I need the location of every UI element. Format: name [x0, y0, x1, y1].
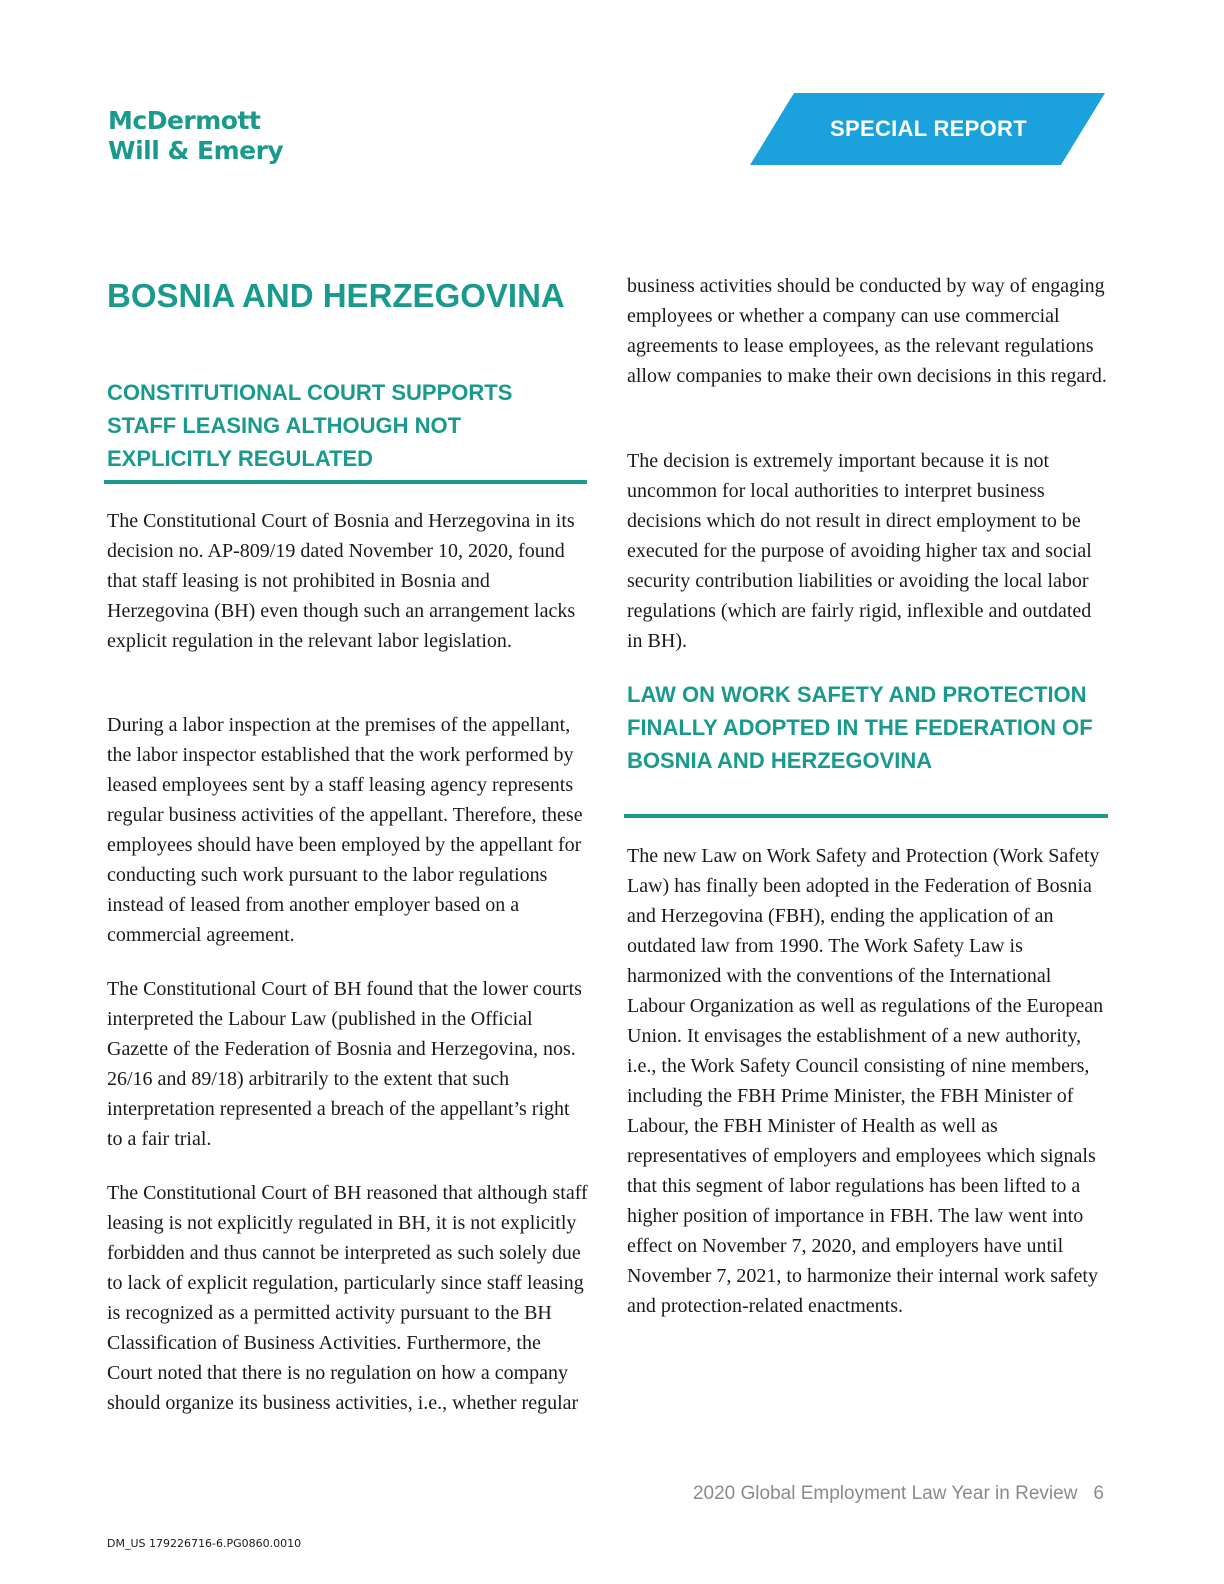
- section1-paragraph-1: The Constitutional Court of Bosnia and Herzegovina in its decision no. AP-809/19 dated November 10, 2020, found that staff leasing is not prohibited in Bosnia and Herzegovina (BH) even though such an arrangement lacks explicit regulation in the relevant labor legislation.: [107, 510, 576, 652]
- section2-heading: LAW ON WORK SAFETY AND PROTECTION FINALLY ADOPTED IN THE FEDERATION OF BOSNIA AND HERZEGOVINA: [627, 682, 1093, 773]
- section2-paragraph-1: The new Law on Work Safety and Protection (Work Safety Law) has finally been adopted in the Federation of Bosnia and Herzegovina (FBH), ending the application of an outdated law from 1990. The Work Safety Law is harmonized with the conventions of the International Labour Organization as well as regulations of the European Union. It envisages the establishment of a new authority, i.e., the Work Safety Council consisting of nine members, including the FBH Prime Minister, the FBH Minister of Labour, the FBH Minister of Health as well as representatives of employers and employees which signals that this segment of labor regulations has been lifted to a higher position of importance in FBH. The law went into effect on November 7, 2020, and employers have until November 7, 2021, to harmonize their internal work safety and protection-related enactments.: [627, 845, 1104, 1317]
- section1-paragraph-6: The decision is extremely important because it is not uncommon for local authorities to interpret business decisions which do not result in direct employment to be executed for the purpose of avoiding higher tax and social security contribution liabilities or avoiding the local labor regulations (which are fairly rigid, inflexible and outdated in BH).: [627, 450, 1092, 652]
- footer-publication: [693, 1483, 1104, 1505]
- section1-heading: CONSTITUTIONAL COURT SUPPORTS STAFF LEASING ALTHOUGH NOT EXPLICITLY REGULATED: [107, 380, 513, 471]
- document-id: DM_US 179226716-6.PG0860.0010: [107, 1537, 302, 1550]
- special-report-banner: [750, 93, 1105, 165]
- section1-paragraph-5: business activities should be conducted by way of engaging employees or whether a company can use commercial agreements to lease employees, as the relevant regulations allow companies to make their own decisions in this regard.: [627, 275, 1107, 387]
- country-heading: BOSNIA AND HERZEGOVINA: [107, 277, 565, 314]
- banner-label: SPECIAL REPORT: [830, 116, 1027, 141]
- page-number: 6: [1093, 1483, 1104, 1504]
- firm-logo: [108, 106, 283, 166]
- section1-paragraph-3: The Constitutional Court of BH found that the lower courts interpreted the Labour Law (published in the Official Gazette of the Federation of Bosnia and Herzegovina, nos. 26/16 and 89/18) arbitrarily to the extent that such interpretation represented a breach of the appellant’s right to a fair trial.: [107, 978, 582, 1150]
- logo-line-2: Will & Emery: [108, 136, 284, 165]
- section1-divider: [104, 480, 587, 484]
- section2-divider: [624, 814, 1108, 818]
- section1-paragraph-4: The Constitutional Court of BH reasoned that although staff leasing is not explicitly regulated in BH, it is not explicitly forbidden and thus cannot be interpreted as such solely due to lack of explicit regulation, particularly since staff leasing is recognized as a permitted activity pursuant to the BH Classification of Business Activities. Furthermore, the Court noted that there is no regulation on how a company should organize its business activities, i.e., whether regular: [107, 1182, 588, 1414]
- section1-paragraph-2: During a labor inspection at the premises of the appellant, the labor inspector established that the work performed by leased employees sent by a staff leasing agency represents regular business activities of the appellant. Therefore, these employees should have been employed by the appellant for conducting such work pursuant to the labor regulations instead of leased from another employer based on a commercial agreement.: [107, 714, 583, 946]
- publication-title: 2020 Global Employment Law Year in Review: [692, 1483, 1078, 1504]
- logo-line-1: McDermott: [108, 106, 261, 135]
